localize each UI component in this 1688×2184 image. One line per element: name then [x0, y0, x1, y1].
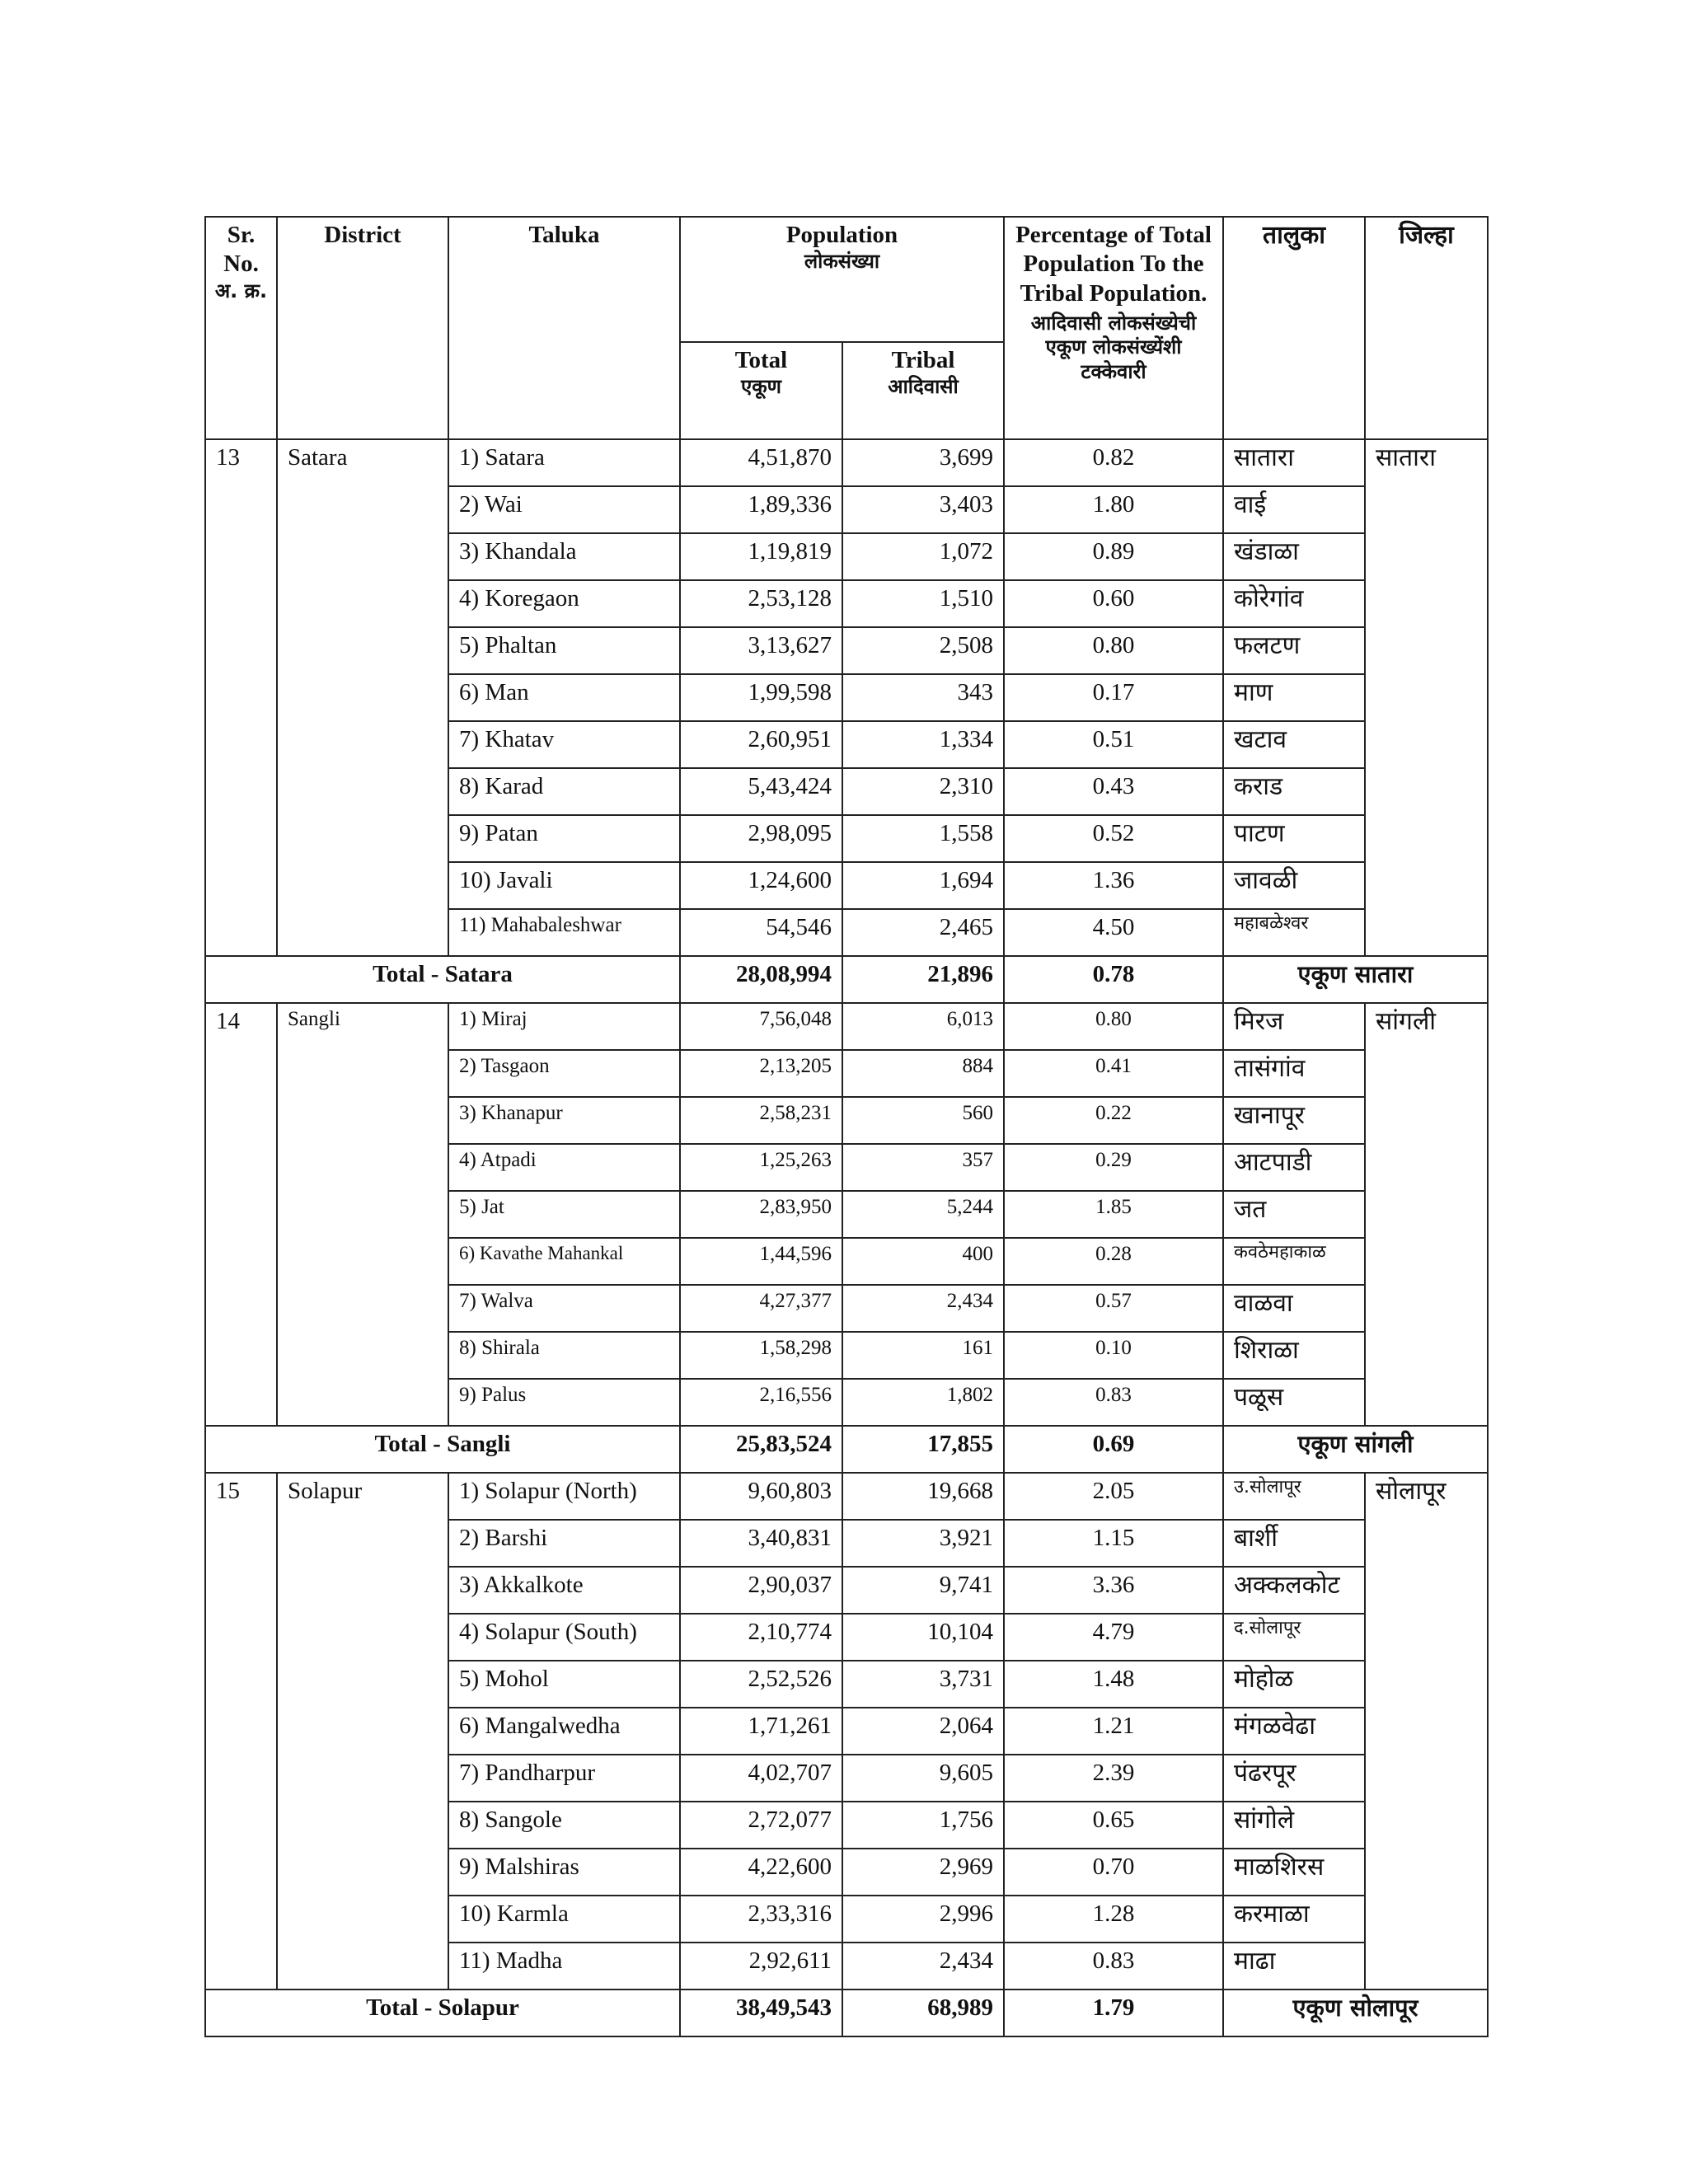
tribal-population-cell: 2,996	[842, 1896, 1004, 1943]
district-marathi-cell: सोलापूर	[1365, 1473, 1488, 1990]
tribal-population-cell: 1,694	[842, 862, 1004, 909]
total-population-cell: 2,60,951	[680, 721, 842, 768]
taluka-marathi-cell: कवठेमहाकाळ	[1223, 1238, 1365, 1285]
taluka-cell: 2) Wai	[448, 486, 680, 533]
table-body	[205, 439, 1488, 2036]
taluka-marathi-cell: जत	[1223, 1191, 1365, 1238]
taluka-cell: 4) Koregaon	[448, 580, 680, 627]
percentage-cell: 1.36	[1004, 862, 1223, 909]
header-sr	[205, 217, 277, 439]
taluka-marathi-cell: माण	[1223, 674, 1365, 721]
taluka-marathi-cell: मंगळवेढा	[1223, 1708, 1365, 1755]
header-sr-en: Sr. No.	[223, 222, 259, 278]
taluka-marathi-cell: कोरेगांव	[1223, 580, 1365, 627]
district-total-row	[205, 1990, 1488, 2036]
taluka-cell: 10) Karmla	[448, 1896, 680, 1943]
total-population-cell: 5,43,424	[680, 768, 842, 815]
district-total-population: 25,83,524	[680, 1426, 842, 1473]
taluka-marathi-cell: माढा	[1223, 1943, 1365, 1990]
tribal-population-cell: 2,434	[842, 1285, 1004, 1332]
header-population-en: Population	[785, 222, 898, 248]
taluka-cell: 5) Phaltan	[448, 627, 680, 674]
total-population-cell: 4,22,600	[680, 1849, 842, 1896]
header-tribal-mr: आदिवासी	[888, 375, 959, 399]
percentage-cell: 0.80	[1004, 1003, 1223, 1050]
taluka-marathi-cell: शिराळा	[1223, 1332, 1365, 1379]
total-population-cell: 1,58,298	[680, 1332, 842, 1379]
tribal-population-cell: 9,605	[842, 1755, 1004, 1802]
taluka-marathi-cell: खटाव	[1223, 721, 1365, 768]
total-population-cell: 1,71,261	[680, 1708, 842, 1755]
taluka-cell: 8) Shirala	[448, 1332, 680, 1379]
taluka-marathi-cell: सांगोले	[1223, 1802, 1365, 1849]
taluka-cell: 9) Patan	[448, 815, 680, 862]
tribal-population-cell: 3,731	[842, 1661, 1004, 1708]
total-population-cell: 2,33,316	[680, 1896, 842, 1943]
taluka-marathi-cell: माळशिरस	[1223, 1849, 1365, 1896]
header-district-mr: जिल्हा	[1365, 217, 1488, 439]
tribal-population-cell: 1,558	[842, 815, 1004, 862]
tribal-population-cell: 560	[842, 1097, 1004, 1144]
taluka-marathi-cell: करमाळा	[1223, 1896, 1365, 1943]
taluka-cell: 2) Tasgaon	[448, 1050, 680, 1097]
taluka-cell: 5) Jat	[448, 1191, 680, 1238]
table-row	[205, 439, 1488, 486]
tribal-population-cell: 2,310	[842, 768, 1004, 815]
percentage-cell: 0.10	[1004, 1332, 1223, 1379]
total-population-cell: 2,92,611	[680, 1943, 842, 1990]
total-population-cell: 1,89,336	[680, 486, 842, 533]
district-cell: Sangli	[277, 1003, 448, 1426]
district-total-percentage: 1.79	[1004, 1990, 1223, 2036]
taluka-cell: 11) Mahabaleshwar	[448, 909, 680, 956]
tribal-population-cell: 2,969	[842, 1849, 1004, 1896]
total-population-cell: 2,72,077	[680, 1802, 842, 1849]
taluka-marathi-cell: फलटण	[1223, 627, 1365, 674]
total-population-cell: 2,58,231	[680, 1097, 842, 1144]
tribal-population-cell: 1,756	[842, 1802, 1004, 1849]
district-total-label-marathi: एकूण सातारा	[1223, 956, 1488, 1003]
district-cell: Satara	[277, 439, 448, 956]
taluka-marathi-cell: मोहोळ	[1223, 1661, 1365, 1708]
district-total-row	[205, 1426, 1488, 1473]
taluka-marathi-cell: कराड	[1223, 768, 1365, 815]
taluka-cell: 9) Malshiras	[448, 1849, 680, 1896]
district-marathi-cell: सातारा	[1365, 439, 1488, 956]
total-population-cell: 1,44,596	[680, 1238, 842, 1285]
table-row	[205, 1003, 1488, 1050]
taluka-cell: 9) Palus	[448, 1379, 680, 1426]
taluka-marathi-cell: आटपाडी	[1223, 1144, 1365, 1191]
district-cell: Solapur	[277, 1473, 448, 1990]
taluka-marathi-cell: वाळवा	[1223, 1285, 1365, 1332]
district-total-label: Total - Sangli	[205, 1426, 680, 1473]
tribal-population-table	[204, 216, 1489, 2037]
tribal-population-cell: 1,510	[842, 580, 1004, 627]
total-population-cell: 1,99,598	[680, 674, 842, 721]
header-tribal	[842, 342, 1004, 439]
total-population-cell: 1,19,819	[680, 533, 842, 580]
total-population-cell: 4,27,377	[680, 1285, 842, 1332]
taluka-marathi-cell: अक्कलकोट	[1223, 1567, 1365, 1614]
taluka-cell: 1) Miraj	[448, 1003, 680, 1050]
taluka-marathi-cell: पळूस	[1223, 1379, 1365, 1426]
header-sr-mr: अ. क्र.	[214, 279, 268, 302]
taluka-marathi-cell: पंढरपूर	[1223, 1755, 1365, 1802]
header-percentage-mr: आदिवासी लोकसंख्येची एकूण लोकसंख्येंशी टक्केवारी	[1030, 312, 1197, 383]
header-percentage-en: Percentage of Total Population To the Tribal Population.	[1015, 222, 1212, 307]
header-taluka: Taluka	[448, 217, 680, 439]
district-total-tribal: 21,896	[842, 956, 1004, 1003]
taluka-marathi-cell: द.सोलापूर	[1223, 1614, 1365, 1661]
header-total-mr: एकूण	[740, 375, 782, 399]
taluka-marathi-cell: तासंगांव	[1223, 1050, 1365, 1097]
taluka-cell: 3) Khandala	[448, 533, 680, 580]
district-total-tribal: 68,989	[842, 1990, 1004, 2036]
taluka-cell: 6) Kavathe Mahankal	[448, 1238, 680, 1285]
total-population-cell: 54,546	[680, 909, 842, 956]
tribal-population-cell: 1,072	[842, 533, 1004, 580]
percentage-cell: 0.83	[1004, 1379, 1223, 1426]
taluka-cell: 2) Barshi	[448, 1520, 680, 1567]
taluka-marathi-cell: महाबळेश्वर	[1223, 909, 1365, 956]
taluka-cell: 1) Satara	[448, 439, 680, 486]
taluka-marathi-cell: खंडाळा	[1223, 533, 1365, 580]
percentage-cell: 1.48	[1004, 1661, 1223, 1708]
percentage-cell: 2.39	[1004, 1755, 1223, 1802]
total-population-cell: 4,51,870	[680, 439, 842, 486]
taluka-marathi-cell: खानापूर	[1223, 1097, 1365, 1144]
taluka-cell: 7) Khatav	[448, 721, 680, 768]
taluka-cell: 3) Akkalkote	[448, 1567, 680, 1614]
tribal-population-cell: 9,741	[842, 1567, 1004, 1614]
percentage-cell: 0.28	[1004, 1238, 1223, 1285]
percentage-cell: 0.43	[1004, 768, 1223, 815]
taluka-cell: 6) Mangalwedha	[448, 1708, 680, 1755]
total-population-cell: 2,13,205	[680, 1050, 842, 1097]
district-total-population: 28,08,994	[680, 956, 842, 1003]
total-population-cell: 2,83,950	[680, 1191, 842, 1238]
district-total-percentage: 0.78	[1004, 956, 1223, 1003]
district-total-label-marathi: एकूण सोलापूर	[1223, 1990, 1488, 2036]
taluka-marathi-cell: बार्शी	[1223, 1520, 1365, 1567]
total-population-cell: 1,25,263	[680, 1144, 842, 1191]
header-total-en: Total	[734, 347, 788, 373]
district-total-label-marathi: एकूण सांगली	[1223, 1426, 1488, 1473]
percentage-cell: 0.65	[1004, 1802, 1223, 1849]
percentage-cell: 1.21	[1004, 1708, 1223, 1755]
taluka-cell: 8) Sangole	[448, 1802, 680, 1849]
taluka-cell: 11) Madha	[448, 1943, 680, 1990]
tribal-population-cell: 3,403	[842, 486, 1004, 533]
table-row	[205, 1473, 1488, 1520]
total-population-cell: 4,02,707	[680, 1755, 842, 1802]
percentage-cell: 4.79	[1004, 1614, 1223, 1661]
tribal-population-cell: 2,434	[842, 1943, 1004, 1990]
total-population-cell: 2,90,037	[680, 1567, 842, 1614]
sr-no-cell: 15	[205, 1473, 277, 1990]
table-header	[205, 217, 1488, 439]
percentage-cell: 0.82	[1004, 439, 1223, 486]
percentage-cell: 0.89	[1004, 533, 1223, 580]
tribal-population-cell: 3,699	[842, 439, 1004, 486]
header-percentage	[1004, 217, 1223, 439]
percentage-cell: 0.29	[1004, 1144, 1223, 1191]
tribal-population-cell: 2,508	[842, 627, 1004, 674]
header-taluka-mr: तालुका	[1223, 217, 1365, 439]
percentage-cell: 2.05	[1004, 1473, 1223, 1520]
taluka-cell: 8) Karad	[448, 768, 680, 815]
tribal-population-cell: 343	[842, 674, 1004, 721]
tribal-population-cell: 884	[842, 1050, 1004, 1097]
percentage-cell: 1.15	[1004, 1520, 1223, 1567]
percentage-cell: 1.80	[1004, 486, 1223, 533]
tribal-population-cell: 19,668	[842, 1473, 1004, 1520]
taluka-marathi-cell: मिरज	[1223, 1003, 1365, 1050]
percentage-cell: 1.85	[1004, 1191, 1223, 1238]
taluka-cell: 5) Mohol	[448, 1661, 680, 1708]
tribal-population-cell: 5,244	[842, 1191, 1004, 1238]
percentage-cell: 1.28	[1004, 1896, 1223, 1943]
taluka-cell: 10) Javali	[448, 862, 680, 909]
district-total-population: 38,49,543	[680, 1990, 842, 2036]
taluka-marathi-cell: पाटण	[1223, 815, 1365, 862]
district-total-percentage: 0.69	[1004, 1426, 1223, 1473]
header-population-mr: लोकसंख्या	[804, 250, 880, 274]
tribal-population-cell: 1,802	[842, 1379, 1004, 1426]
total-population-cell: 1,24,600	[680, 862, 842, 909]
total-population-cell: 7,56,048	[680, 1003, 842, 1050]
taluka-marathi-cell: सातारा	[1223, 439, 1365, 486]
tribal-population-cell: 3,921	[842, 1520, 1004, 1567]
taluka-cell: 1) Solapur (North)	[448, 1473, 680, 1520]
percentage-cell: 0.17	[1004, 674, 1223, 721]
tribal-population-cell: 10,104	[842, 1614, 1004, 1661]
header-population	[680, 217, 1004, 342]
total-population-cell: 2,52,526	[680, 1661, 842, 1708]
taluka-cell: 3) Khanapur	[448, 1097, 680, 1144]
percentage-cell: 0.51	[1004, 721, 1223, 768]
total-population-cell: 2,53,128	[680, 580, 842, 627]
total-population-cell: 2,16,556	[680, 1379, 842, 1426]
district-total-tribal: 17,855	[842, 1426, 1004, 1473]
header-tribal-en: Tribal	[891, 347, 955, 373]
sr-no-cell: 13	[205, 439, 277, 956]
taluka-cell: 7) Walva	[448, 1285, 680, 1332]
taluka-cell: 7) Pandharpur	[448, 1755, 680, 1802]
total-population-cell: 3,13,627	[680, 627, 842, 674]
tribal-population-cell: 1,334	[842, 721, 1004, 768]
tribal-population-cell: 400	[842, 1238, 1004, 1285]
tribal-population-cell: 2,064	[842, 1708, 1004, 1755]
percentage-cell: 0.22	[1004, 1097, 1223, 1144]
tribal-population-cell: 161	[842, 1332, 1004, 1379]
district-marathi-cell: सांगली	[1365, 1003, 1488, 1426]
sr-no-cell: 14	[205, 1003, 277, 1426]
percentage-cell: 0.57	[1004, 1285, 1223, 1332]
percentage-cell: 0.52	[1004, 815, 1223, 862]
taluka-cell: 6) Man	[448, 674, 680, 721]
tribal-population-cell: 2,465	[842, 909, 1004, 956]
tribal-population-cell: 6,013	[842, 1003, 1004, 1050]
percentage-cell: 3.36	[1004, 1567, 1223, 1614]
total-population-cell: 9,60,803	[680, 1473, 842, 1520]
total-population-cell: 3,40,831	[680, 1520, 842, 1567]
district-total-row	[205, 956, 1488, 1003]
percentage-cell: 0.70	[1004, 1849, 1223, 1896]
taluka-cell: 4) Solapur (South)	[448, 1614, 680, 1661]
percentage-cell: 0.83	[1004, 1943, 1223, 1990]
header-total	[680, 342, 842, 439]
total-population-cell: 2,98,095	[680, 815, 842, 862]
taluka-cell: 4) Atpadi	[448, 1144, 680, 1191]
total-population-cell: 2,10,774	[680, 1614, 842, 1661]
percentage-cell: 0.41	[1004, 1050, 1223, 1097]
taluka-marathi-cell: उ.सोलापूर	[1223, 1473, 1365, 1520]
percentage-cell: 0.80	[1004, 627, 1223, 674]
taluka-marathi-cell: जावळी	[1223, 862, 1365, 909]
header-district: District	[277, 217, 448, 439]
taluka-marathi-cell: वाई	[1223, 486, 1365, 533]
district-total-label: Total - Solapur	[205, 1990, 680, 2036]
percentage-cell: 4.50	[1004, 909, 1223, 956]
tribal-population-cell: 357	[842, 1144, 1004, 1191]
district-total-label: Total - Satara	[205, 956, 680, 1003]
percentage-cell: 0.60	[1004, 580, 1223, 627]
